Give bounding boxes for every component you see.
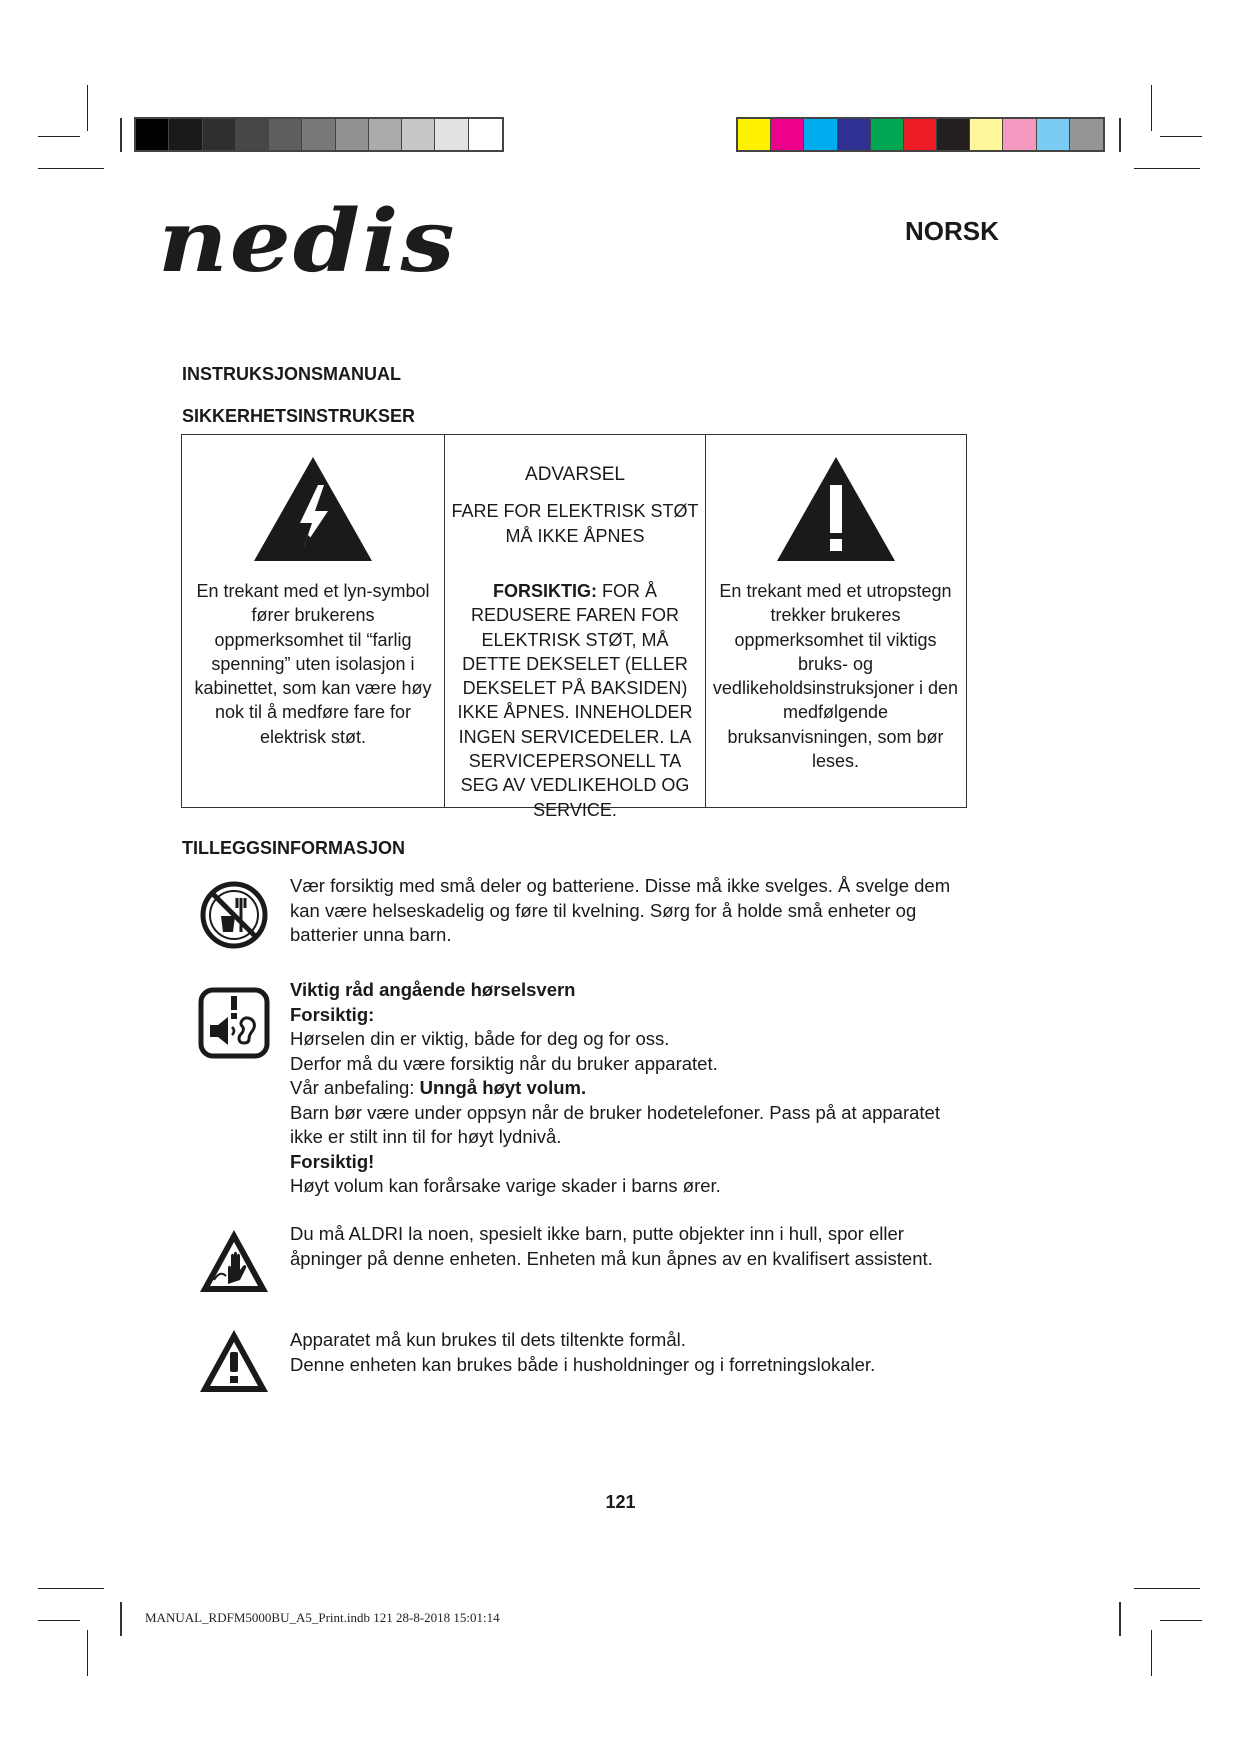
lightning-warning-icon bbox=[252, 455, 374, 563]
color-swatch bbox=[469, 119, 502, 150]
no-objects-text: Du må ALDRI la noen, spesielt ikke barn, putte objekter inn i hull, spor eller åpninger på denne enheten. Enheten må kun åpnes av en kvalifisert assistent. bbox=[290, 1223, 933, 1269]
warning-subtitle-line: MÅ IKKE ÅPNES bbox=[505, 526, 645, 546]
color-swatch bbox=[1070, 119, 1103, 150]
small-parts-text: Vær forsiktig med små deler og batteriene. Disse må ikke svelges. Å svelge dem kan være helseskadelig og føre til kvelning. Sørg for å holde små enheter og batterier unna barn. bbox=[290, 875, 951, 945]
exclamation-warning-icon bbox=[775, 455, 897, 563]
nedis-logo: nedis bbox=[158, 190, 457, 292]
no-small-parts-icon bbox=[199, 880, 269, 950]
warning-title: ADVARSEL bbox=[525, 464, 625, 485]
color-swatch bbox=[136, 119, 169, 150]
hearing-text: Derfor må du være forsiktig når du bruker apparatet. bbox=[290, 1052, 718, 1074]
color-swatch bbox=[203, 119, 236, 150]
color-swatch bbox=[937, 119, 970, 150]
color-swatch bbox=[1037, 119, 1070, 150]
manual-title: INSTRUKSJONSMANUAL bbox=[182, 364, 402, 384]
hearing-caution-label: Forsiktig: bbox=[290, 1003, 375, 1025]
registration-line bbox=[120, 1602, 122, 1636]
hearing-recommendation bbox=[290, 1076, 970, 1101]
color-swatch bbox=[336, 119, 369, 150]
crop-mark bbox=[87, 85, 88, 131]
color-swatch bbox=[369, 119, 402, 150]
color-swatch bbox=[970, 119, 1003, 150]
color-swatch bbox=[269, 119, 302, 150]
additional-info-title: TILLEGGSINFORMASJON bbox=[182, 838, 406, 858]
intended-use-text: Denne enheten kan brukes både i husholdninger og i forretningslokaler. bbox=[290, 1353, 876, 1375]
safety-cell-lightning bbox=[182, 435, 444, 807]
intended-use-warning-icon bbox=[198, 1328, 270, 1396]
hearing-caution-label: Forsiktig! bbox=[290, 1150, 375, 1172]
page-number: 121 bbox=[605, 1492, 636, 1512]
color-swatch bbox=[435, 119, 468, 150]
crop-mark bbox=[1160, 136, 1202, 137]
crop-mark bbox=[87, 1630, 88, 1676]
color-swatch bbox=[871, 119, 904, 150]
registration-line bbox=[120, 118, 122, 152]
greyscale-color-bar bbox=[134, 117, 504, 152]
crop-mark bbox=[1151, 85, 1152, 131]
safety-cell-exclamation bbox=[705, 435, 965, 807]
no-objects-info bbox=[290, 1222, 970, 1271]
color-swatch bbox=[302, 119, 335, 150]
hearing-info bbox=[290, 978, 970, 1199]
lightning-description: En trekant med et lyn-symbol fører brukerens oppmerksomhet til “farlig spenning” uten isolasjon i kabinettet, som kan være høy nok til å medføre fare for elektrisk støt. bbox=[194, 581, 432, 747]
crop-mark bbox=[38, 1620, 80, 1621]
color-swatch bbox=[169, 119, 202, 150]
color-swatch bbox=[1003, 119, 1036, 150]
crop-mark bbox=[1134, 1588, 1200, 1589]
crop-mark bbox=[38, 168, 104, 169]
crop-mark bbox=[38, 136, 80, 137]
process-color-bar bbox=[736, 117, 1105, 152]
crop-mark bbox=[38, 1588, 104, 1589]
registration-line bbox=[1119, 118, 1121, 152]
language-heading: NORSK bbox=[905, 216, 999, 246]
color-swatch bbox=[771, 119, 804, 150]
warning-subtitle bbox=[445, 499, 705, 549]
warning-subtitle-line: FARE FOR ELEKTRISK STØT bbox=[451, 501, 699, 521]
registration-line bbox=[1119, 1602, 1121, 1636]
no-objects-warning-icon bbox=[198, 1228, 270, 1296]
crop-mark bbox=[1151, 1630, 1152, 1676]
hearing-text: Hørselen din er viktig, både for deg og for oss. bbox=[290, 1028, 670, 1049]
caution-label: FORSIKTIG: bbox=[492, 581, 597, 601]
recommendation-label: Vår anbefaling: bbox=[290, 1077, 420, 1098]
small-parts-info bbox=[290, 874, 970, 948]
caution-body: FOR Å REDUSERE FAREN FOR ELEKTRISK STØT, MÅ DETTE DEKSELET (ELLER DEKSELET PÅ BAKSIDEN) IKKE ÅPNES. INNEHOLDER INGEN SERVICEDELER. LA SERVICEPERSONELL TA SEG AV VEDLIKEHOLD OG SERVICE. bbox=[457, 581, 693, 820]
hearing-title: Viktig råd angående hørselsvern bbox=[290, 979, 576, 1000]
intended-use-info bbox=[290, 1328, 970, 1377]
intended-use-text: Apparatet må kun brukes til dets tiltenkte formål. bbox=[290, 1329, 686, 1350]
color-swatch bbox=[738, 119, 771, 150]
crop-mark bbox=[1160, 1620, 1202, 1621]
safety-title: SIKKERHETSINSTRUKSER bbox=[182, 406, 416, 426]
safety-table bbox=[181, 434, 967, 820]
crop-mark bbox=[1134, 168, 1200, 169]
color-swatch bbox=[838, 119, 871, 150]
hearing-text: Barn bør være under oppsyn når de bruker hodetelefoner. Pass på at apparatet ikke er stilt inn til for høyt lydnivå. bbox=[290, 1101, 940, 1147]
caution-text bbox=[451, 579, 699, 822]
hearing-text: Høyt volum kan forårsake varige skader i barns ører. bbox=[290, 1175, 721, 1196]
recommendation-value: Unngå høyt volum. bbox=[419, 1077, 587, 1098]
safety-cell-warning bbox=[444, 435, 705, 820]
hearing-protection-icon bbox=[198, 987, 270, 1059]
print-info: MANUAL_RDFM5000BU_A5_Print.indb 121 28-8-2018 15:01:14 bbox=[145, 1610, 500, 1625]
color-swatch bbox=[402, 119, 435, 150]
color-swatch bbox=[236, 119, 269, 150]
color-swatch bbox=[804, 119, 837, 150]
color-swatch bbox=[904, 119, 937, 150]
exclamation-description: En trekant med et utropstegn trekker brukeres oppmerksomhet til viktigs bruks- og vedlikeholdsinstruksjoner i den medfølgende bruksanvisningen, som bør leses. bbox=[712, 581, 959, 772]
